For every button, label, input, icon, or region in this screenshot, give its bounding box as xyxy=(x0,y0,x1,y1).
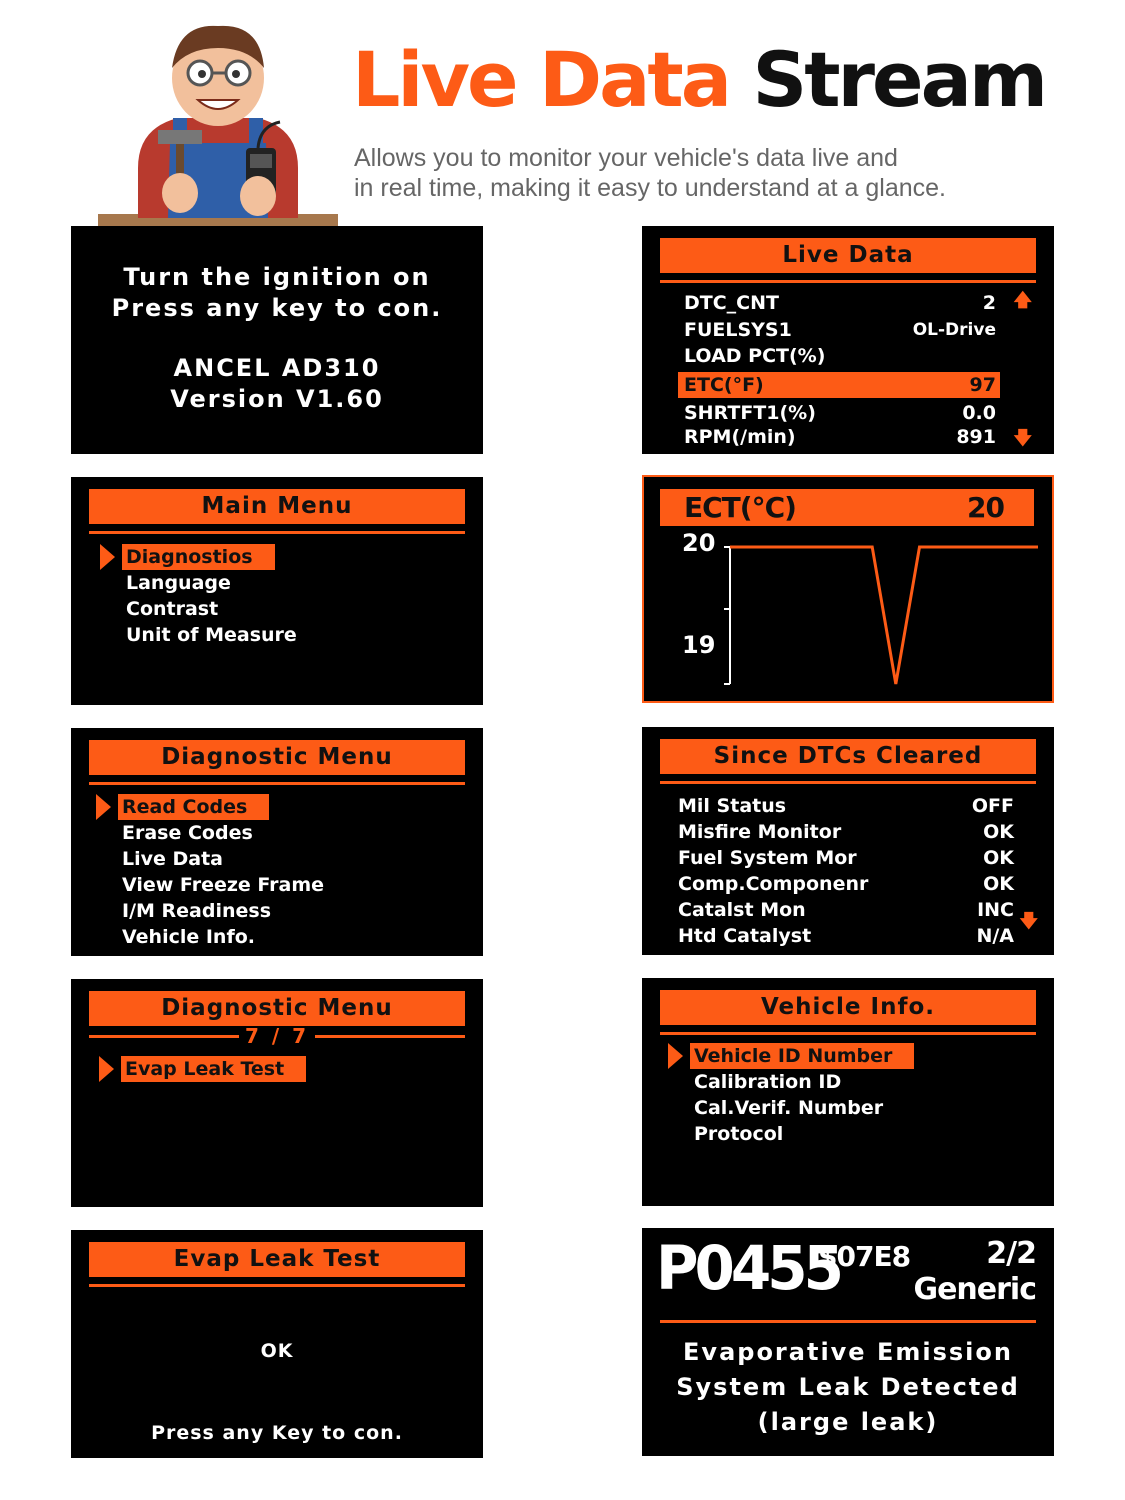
menu-item-diagnostics[interactable]: Diagnostios xyxy=(122,544,275,570)
live-data-row-selected[interactable] xyxy=(678,372,1000,398)
menu-item-contrast[interactable]: Contrast xyxy=(126,598,219,620)
live-data-title: Live Data xyxy=(660,238,1036,273)
title-divider xyxy=(89,782,465,785)
title-divider xyxy=(660,1032,1036,1035)
menu-item-vehicle-id-number[interactable]: Vehicle ID Number xyxy=(690,1043,914,1069)
menu-item-vehicle-info[interactable]: Vehicle Info. xyxy=(122,926,255,948)
title-divider xyxy=(660,781,1036,784)
headline-subtitle xyxy=(354,143,946,203)
selection-pointer-icon xyxy=(96,794,111,820)
dtc-detail-screen xyxy=(642,1228,1054,1456)
menu-item-protocol[interactable]: Protocol xyxy=(694,1123,784,1145)
menu-item-calibration-id[interactable]: Calibration ID xyxy=(694,1071,842,1093)
page-indicator xyxy=(89,1023,465,1049)
menu-item-read-codes[interactable]: Read Codes xyxy=(118,794,269,820)
selection-pointer-icon xyxy=(668,1043,683,1069)
pid-value: 891 xyxy=(956,426,996,448)
live-data-row[interactable] xyxy=(678,317,1000,343)
monitor-row[interactable] xyxy=(678,871,1014,897)
diagnostic-menu-page-screen xyxy=(71,979,483,1207)
boot-line-1: Turn the ignition on xyxy=(123,263,431,291)
evap-status: OK xyxy=(260,1340,294,1362)
selection-pointer-icon xyxy=(99,1056,114,1082)
monitor-name: Fuel System Mor xyxy=(678,847,857,869)
mechanic-mascot-illustration xyxy=(98,18,338,226)
evap-prompt: Press any Key to con. xyxy=(151,1422,403,1444)
scroll-down-icon[interactable]: 🡇 xyxy=(1013,428,1032,449)
monitor-status: INC xyxy=(977,899,1014,921)
headline-live-data: Live Data xyxy=(352,35,730,124)
since-dtc-cleared-screen xyxy=(642,727,1054,955)
dtc-description xyxy=(642,1335,1054,1440)
ect-series-line xyxy=(730,547,1038,684)
pid-value: 2 xyxy=(982,292,996,314)
diagnostic-menu-title: Diagnostic Menu xyxy=(89,991,465,1026)
live-data-row[interactable] xyxy=(678,343,1000,369)
ecu-address: $07E8 xyxy=(818,1240,911,1273)
vehicle-info-screen xyxy=(642,978,1054,1206)
vehicle-info-title: Vehicle Info. xyxy=(660,990,1036,1025)
pid-name: RPM(/min) xyxy=(684,426,796,448)
graph-pid-name: ECT(°C) xyxy=(684,491,796,524)
since-dtc-title: Since DTCs Cleared xyxy=(660,739,1036,774)
boot-line-2: Press any key to con. xyxy=(111,294,443,322)
title-divider xyxy=(660,280,1036,283)
headline-stream: Stream xyxy=(752,35,1046,124)
live-data-screen xyxy=(642,226,1054,454)
y-axis-tick-top: 20 xyxy=(682,529,716,557)
pid-name: DTC_CNT xyxy=(684,292,779,314)
menu-item-im-readiness[interactable]: I/M Readiness xyxy=(122,900,272,922)
monitor-status: OFF xyxy=(971,795,1014,817)
live-data-row[interactable] xyxy=(678,400,1000,426)
monitor-status: OK xyxy=(983,821,1014,843)
dtc-type: Generic xyxy=(913,1272,1036,1307)
monitor-status: OK xyxy=(983,847,1014,869)
monitor-name: Comp.Componenr xyxy=(678,873,869,895)
monitor-status: OK xyxy=(983,873,1014,895)
title-divider xyxy=(660,1320,1036,1323)
ect-graph-screen xyxy=(642,475,1054,703)
menu-item-view-freeze-frame[interactable]: View Freeze Frame xyxy=(122,874,325,896)
main-menu-screen xyxy=(71,477,483,705)
monitor-name: Mil Status xyxy=(678,795,787,817)
evap-leak-test-screen xyxy=(71,1230,483,1458)
live-data-row[interactable] xyxy=(678,290,1000,316)
boot-device-name: ANCEL AD310 xyxy=(173,354,381,382)
monitor-name: Catalst Mon xyxy=(678,899,806,921)
page-headline xyxy=(352,35,1046,124)
page-number: 7 / 7 xyxy=(244,1024,310,1048)
menu-item-evap-leak-test[interactable]: Evap Leak Test xyxy=(121,1056,306,1082)
ect-line-graph xyxy=(644,477,1052,701)
dtc-counter: 2/2 xyxy=(986,1236,1036,1271)
pid-name: SHRTFT1(%) xyxy=(684,402,816,424)
graph-pid-value: 20 xyxy=(967,491,1004,524)
selection-pointer-icon xyxy=(100,544,115,570)
dtc-code: P0455 xyxy=(656,1232,840,1304)
y-axis-tick-bottom: 19 xyxy=(682,631,716,659)
title-divider xyxy=(89,1284,465,1287)
dtc-description-line: (large leak) xyxy=(757,1408,939,1436)
monitor-status: N/A xyxy=(976,925,1014,947)
boot-screen xyxy=(71,226,483,454)
boot-version: Version V1.60 xyxy=(170,385,384,413)
monitor-row[interactable] xyxy=(678,923,1014,949)
menu-item-erase-codes[interactable]: Erase Codes xyxy=(122,822,253,844)
main-menu-title: Main Menu xyxy=(89,489,465,524)
pid-name: LOAD PCT(%) xyxy=(684,345,826,367)
menu-item-language[interactable]: Language xyxy=(126,572,231,594)
pid-value: 97 xyxy=(969,374,996,396)
subtitle-line-1: Allows you to monitor your vehicle's data live and xyxy=(354,144,898,172)
monitor-row[interactable] xyxy=(678,819,1014,845)
pid-name: FUELSYS1 xyxy=(684,319,792,341)
scroll-down-icon[interactable]: 🡇 xyxy=(1019,911,1038,932)
menu-item-live-data[interactable]: Live Data xyxy=(122,848,224,870)
diagnostic-menu-title: Diagnostic Menu xyxy=(89,740,465,775)
monitor-row[interactable] xyxy=(678,897,1014,923)
evap-title: Evap Leak Test xyxy=(89,1242,465,1277)
diagnostic-menu-screen xyxy=(71,728,483,956)
monitor-name: Htd Catalyst xyxy=(678,925,812,947)
pid-value: 0.0 xyxy=(962,402,996,424)
pid-value: OL-Drive xyxy=(912,320,996,340)
dtc-description-line: Evaporative Emission xyxy=(683,1338,1013,1366)
menu-item-unit-of-measure[interactable]: Unit of Measure xyxy=(126,624,297,646)
dtc-description-line: System Leak Detected xyxy=(676,1373,1020,1401)
pid-name: ETC(°F) xyxy=(684,374,764,396)
monitor-name: Misfire Monitor xyxy=(678,821,842,843)
live-data-row[interactable] xyxy=(678,424,1000,450)
title-divider xyxy=(89,531,465,534)
subtitle-line-2: in real time, making it easy to understand at a glance. xyxy=(354,174,946,202)
scroll-up-icon[interactable]: 🡅 xyxy=(1013,290,1032,311)
monitor-row[interactable] xyxy=(678,793,1014,819)
menu-item-cal-verif-number[interactable]: Cal.Verif. Number xyxy=(694,1097,884,1119)
monitor-row[interactable] xyxy=(678,845,1014,871)
